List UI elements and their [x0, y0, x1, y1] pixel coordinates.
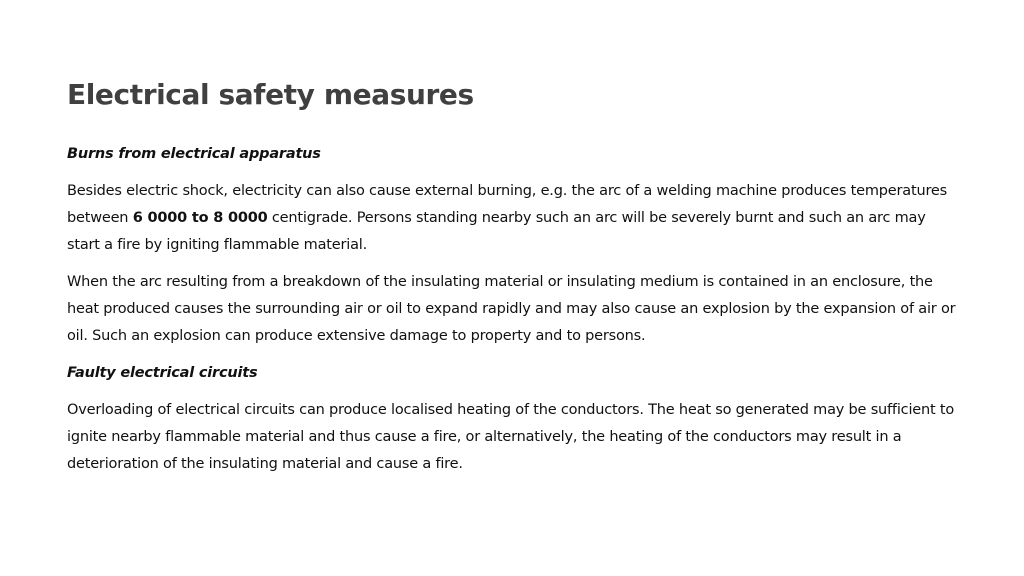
paragraph-text: Besides electric shock, electricity can also cause external burning, e.g. the arc of a welding machine produces temperatures between: [67, 183, 947, 226]
temperature-range-highlight: 6 0000 to 8 0000: [132, 210, 268, 226]
paragraph-burns-arc-temperature: [67, 178, 957, 259]
slide-content: [67, 141, 957, 488]
section-heading-burns: Burns from electrical apparatus: [67, 146, 321, 162]
paragraph-faulty-circuits: Overloading of electrical circuits can produce localised heating of the conductors. The heat so generated may be sufficient to ignite nearby flammable material and thus cause a fire, or alternatively, the heating of the conductors may result in a deterioration of the insulating material and cause a fire.: [67, 402, 955, 472]
slide-title: Electrical safety measures: [67, 78, 474, 111]
paragraph-burns-explosion: When the arc resulting from a breakdown of the insulating material or insulating medium is contained in an enclosure, the heat produced causes the surrounding air or oil to expand rapidly and may also cause an explosion by the expansion of air or oil. Such an explosion can produce extensive damage to property and to persons.: [67, 274, 956, 344]
section-heading-faulty-circuits: Faulty electrical circuits: [67, 365, 258, 381]
paragraph-text: centigrade. Persons standing nearby such an arc will be severely burnt and such an arc may start a fire by igniting flammable material.: [67, 210, 926, 253]
